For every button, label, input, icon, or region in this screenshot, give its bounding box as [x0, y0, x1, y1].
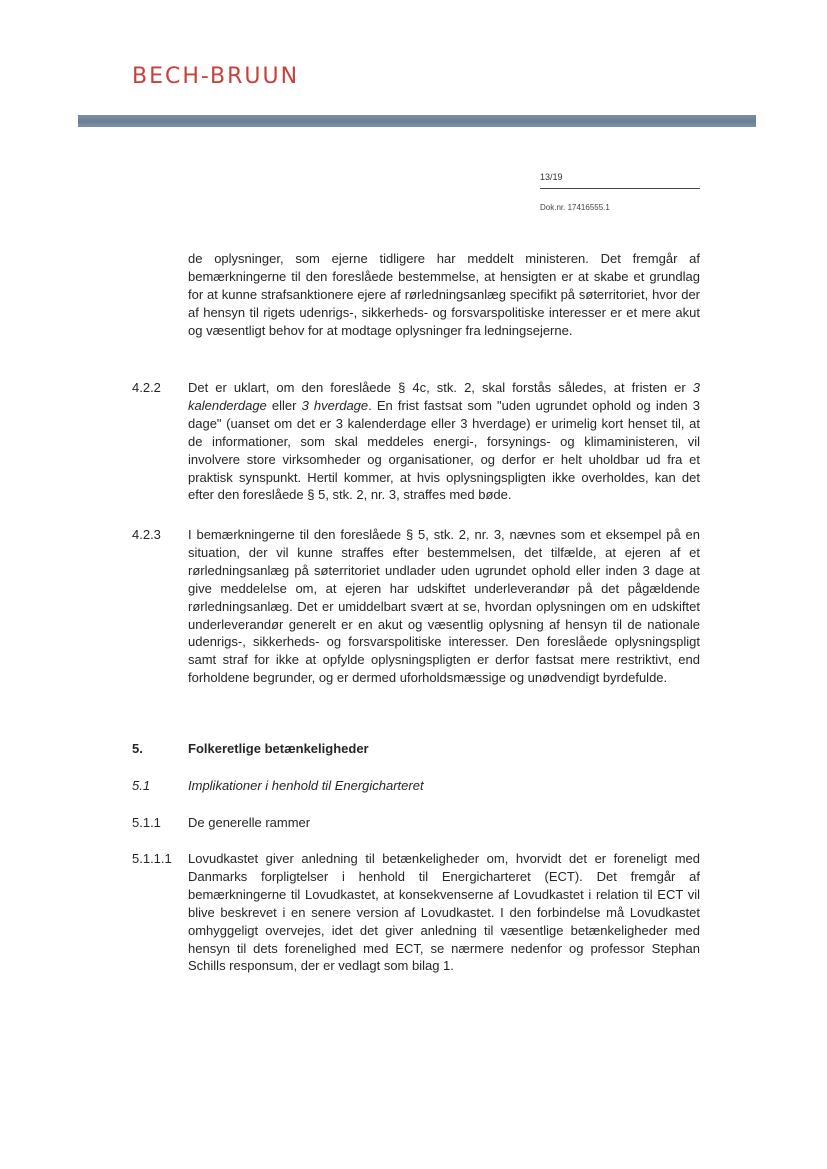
paragraph-4-2-2-text: Det er uklart, om den foreslåede § 4c, stk. 2, skal forstås således, at fristen er — [188, 380, 693, 395]
heading-number-5: 5. — [132, 741, 143, 756]
heading-5-1: Implikationer i henhold til Energicharteret — [188, 778, 424, 793]
header-band — [78, 115, 756, 127]
section-number-4-2-2: 4.2.2 — [132, 380, 161, 395]
heading-number-5-1-1: 5.1.1 — [132, 815, 161, 830]
paragraph-4-2-2-text: . En frist fastsat som "uden ugrundet ophold og inden 3 dage" (uanset om det er 3 kalenderdage eller 3 hverdage) er urimelig kort henset til, at de informationer, som skal meddeles energi-, forsynings- og klimaministeren, vil involvere store virksomheder og organisationer, og derfor er helt uholdbar ud fra et praktisk synspunkt. Hertil kommer, at hvis oplysningspligten ikke overholdes, kan det efter den foreslåede § 5, stk. 2, nr. 3, straffes med bøde. — [188, 397, 700, 503]
emphasis-kalenderdage: 3 kalenderdage — [188, 380, 700, 413]
heading-number-5-1: 5.1 — [132, 778, 151, 793]
document-number: Dok.nr. 17416555.1 — [540, 203, 610, 212]
section-number-5-1-1-1: 5.1.1.1 — [132, 851, 172, 866]
paragraph-5-1-1-1: Lovudkastet giver anledning til betænkeligheder om, hvorvidt det er foreneligt med Danmarks forpligtelser i henhold til Energicharteret (ECT). Det fremgår af bemærkningerne til Lovudkastet, at konsekvenserne af Lovudkastet i relation til ECT vil blive beskrevet i en senere version af Lovudkastet. I den forbindelse må Lovudkastet omhyggeligt overvejes, idet det giver anledning til væsentlige betænkeligheder med hensyn til dets forenelighed med ECT, se nærmere nedenfor og professor Stephan Schills responsum, der er vedlagt som bilag 1. — [188, 851, 700, 974]
paragraph-4-2-2-text: eller — [266, 397, 302, 413]
emphasis-hverdage: 3 hverdage — [301, 397, 369, 413]
heading-5: Folkeretlige betænkeligheder — [188, 741, 369, 756]
section-number-4-2-3: 4.2.3 — [132, 527, 161, 542]
header-divider — [540, 188, 700, 189]
heading-5-1-1: De generelle rammer — [188, 815, 311, 830]
paragraph-4-2-2 — [188, 379, 700, 504]
company-logo: BECH-BRUUN — [132, 64, 300, 89]
paragraph-continued: de oplysninger, som ejerne tidligere har meddelt ministeren. Det fremgår af bemærkningerne til den foreslåede bestemmelse, at hensigten er at skabe et grundlag for at kunne strafsanktionere ejere af rørledningsanlæg specifikt på søterritoriet, hvor der af hensyn til rigets udenrigs-, sikkerheds- og forsvarspolitiske interesser er et mere akut og væsentligt behov for at modtage oplysninger fra ledningsejerne. — [188, 251, 700, 338]
page-number: 13/19 — [540, 172, 563, 182]
paragraph-4-2-3: I bemærkningerne til den foreslåede § 5, stk. 2, nr. 3, nævnes som et eksempel på en situation, der vil kunne straffes efter bestemmelsen, det tilfælde, at ejeren af et rørledningsanlæg på søterritoriet undlader uden ugrundet ophold eller inden 3 dage at give meddelelse om, at ejeren har udskiftet underleverandør på det pågældende rørledningsanlæg. Det er umiddelbart svært at se, hvordan oplysningen om en udskiftet underleverandør generelt er en akut og væsentlig oplysning af hensyn til de nationale udenrigs-, sikkerheds- og forsvarspolitiske interesser. Den foreslåede oplysningspligt samt straf for ikke at opfylde oplysningspligten er derfor fastsat mere restriktivt, end forholdene begrunder, og er dermed uforholdsmæssige og unødvendigt byrdefulde. — [188, 527, 700, 686]
